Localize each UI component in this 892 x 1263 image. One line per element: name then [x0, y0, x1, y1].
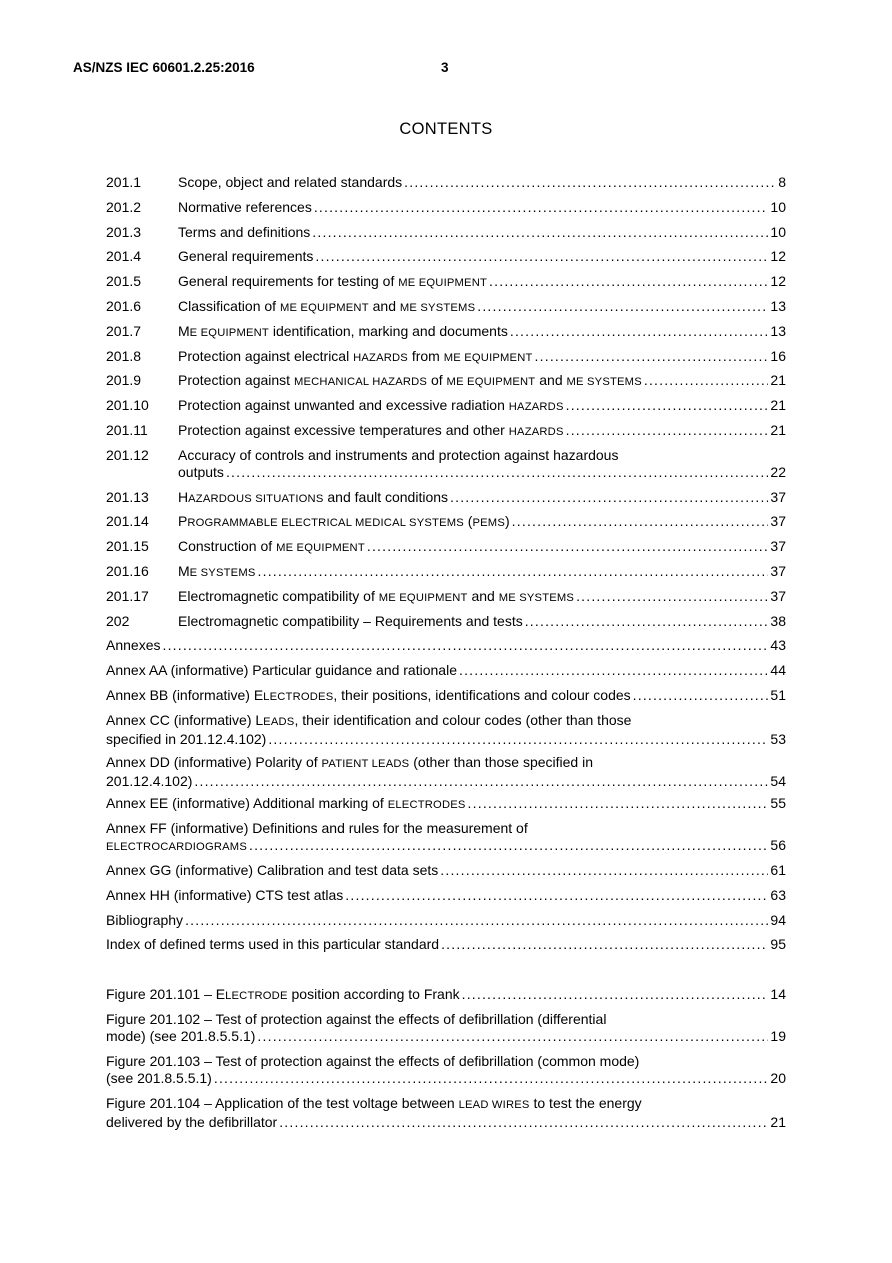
entry-title: Annex HH (informative) CTS test atlas: [106, 886, 344, 903]
toc-section-entry[interactable]: [106, 174, 786, 191]
toc-section-entry[interactable]: [106, 372, 786, 391]
section-number: 201.16: [106, 563, 149, 579]
dot-leader: [633, 687, 769, 704]
toc-section-entry[interactable]: [106, 489, 786, 508]
section-number: 201.10: [106, 397, 149, 414]
entry-title: Accuracy of controls and instruments and protection against hazardous: [178, 446, 619, 463]
dot-leader: [566, 422, 769, 439]
toc-annex-entry[interactable]: [106, 862, 786, 879]
entry-page-number: 21: [770, 422, 786, 438]
entry-title: Figure 201.103 – Test of protection against the effects of defibrillation (common mode): [106, 1052, 640, 1069]
entry-page-number: 56: [770, 837, 786, 854]
section-number: 201.6: [106, 298, 142, 314]
entry-page-number: 20: [770, 1069, 786, 1086]
toc-annex-entry[interactable]: [106, 662, 786, 679]
dot-leader: [312, 224, 768, 241]
dot-leader: [268, 731, 768, 748]
section-number: 201.13: [106, 488, 149, 505]
dot-leader: [459, 662, 768, 679]
entry-title: HAZARDOUS SITUATIONS and fault conditions: [178, 488, 449, 505]
entry-page-number: 37: [770, 538, 786, 555]
entry-title: ME EQUIPMENT identification, marking and documents: [178, 322, 508, 339]
document-standard-id: AS/NZS IEC 60601.2.25:2016: [73, 60, 255, 75]
section-number: 201.7: [106, 322, 142, 339]
toc-section-entry[interactable]: [106, 348, 786, 367]
entry-title: Construction of ME EQUIPMENT: [178, 538, 365, 555]
section-number: 201.2: [106, 198, 142, 215]
entry-page-number: 13: [770, 322, 786, 339]
dot-leader: [477, 298, 768, 315]
toc-figure-entry[interactable]: [106, 1053, 786, 1087]
dot-leader: [462, 986, 769, 1003]
dot-leader: [279, 1114, 768, 1131]
entry-page-number: 13: [770, 298, 786, 314]
entry-page-number: 8: [778, 174, 786, 190]
page-number: 3: [441, 60, 449, 75]
toc-section-entry[interactable]: [106, 422, 786, 441]
entry-title: Protection against excessive temperatures and other HAZARDS: [178, 422, 564, 438]
section-number: 201.12: [106, 446, 149, 463]
entry-page-number: 55: [770, 795, 786, 812]
entry-page-number: 63: [770, 886, 786, 903]
toc-section-entry[interactable]: [106, 199, 786, 216]
dot-leader: [576, 588, 768, 605]
entry-title: Annex GG (informative) Calibration and test data sets: [106, 862, 439, 878]
toc-annex-entry[interactable]: [106, 712, 786, 748]
entry-page-number: 53: [770, 730, 786, 747]
entry-title: Index of defined terms used in this particular standard: [106, 936, 440, 953]
dot-leader: [162, 637, 768, 654]
entry-title: Annex BB (informative) ELECTRODES, their positions, identifications and colour codes: [106, 687, 631, 703]
entry-title: Protection against unwanted and excessive radiation HAZARDS: [178, 397, 564, 414]
entry-title: Electromagnetic compatibility – Requirements and tests: [178, 612, 523, 629]
toc-annex-entry[interactable]: [106, 912, 786, 929]
entry-title: Figure 201.101 – ELECTRODE position according to Frank: [106, 986, 460, 1003]
dot-leader: [644, 372, 769, 389]
dot-leader: [315, 248, 768, 265]
toc-section-entry[interactable]: [106, 447, 786, 481]
dot-leader: [214, 1070, 769, 1087]
dot-leader: [468, 795, 769, 812]
entry-page-number: 21: [770, 1113, 786, 1130]
entry-page-number: 22: [770, 463, 786, 480]
entry-page-number: 54: [770, 772, 786, 789]
entry-title: Annexes: [106, 637, 161, 654]
toc-annex-entry[interactable]: [106, 754, 786, 790]
entry-title: ELECTROCARDIOGRAMS: [106, 841, 247, 854]
entry-title: Annex AA (informative) Particular guidance and rationale: [106, 662, 457, 679]
toc-annex-entry[interactable]: [106, 795, 786, 814]
dot-leader: [257, 1028, 768, 1045]
toc-section-entry[interactable]: [106, 397, 786, 416]
entry-title: Annex FF (informative) Definitions and rules for the measurement of: [106, 820, 528, 837]
entry-title: Annex CC (informative) LEADS, their identification and colour codes (other than those: [106, 711, 632, 728]
entry-page-number: 51: [770, 687, 786, 703]
toc-figure-entry[interactable]: [106, 1095, 786, 1131]
entry-page-number: 19: [770, 1028, 786, 1044]
contents-title: CONTENTS: [399, 120, 493, 138]
entry-title: PROGRAMMABLE ELECTRICAL MEDICAL SYSTEMS (PEMS): [178, 513, 510, 530]
dot-leader: [450, 489, 768, 506]
entry-page-number: 37: [770, 563, 786, 579]
entry-title: Protection against electrical HAZARDS from ME EQUIPMENT: [178, 347, 533, 364]
entry-title: Bibliography: [106, 911, 184, 928]
entry-title: delivered by the defibrillator: [106, 1113, 278, 1130]
section-number: 201.8: [106, 347, 142, 364]
toc-section-entry[interactable]: [106, 323, 786, 342]
entry-page-number: 10: [770, 198, 786, 215]
dot-leader: [489, 273, 768, 290]
dot-leader: [510, 323, 769, 340]
entry-page-number: 14: [770, 986, 786, 1003]
dot-leader: [258, 563, 769, 580]
dot-leader: [512, 513, 769, 530]
toc-section-entry[interactable]: [106, 563, 786, 582]
entry-title: Annex EE (informative) Additional marking of ELECTRODES: [106, 795, 466, 812]
dot-leader: [249, 837, 768, 854]
entry-title: Classification of ME EQUIPMENT and ME SYSTEMS: [178, 298, 476, 314]
dot-leader: [566, 397, 769, 414]
toc-section-entry[interactable]: [106, 513, 786, 532]
section-number: 201.14: [106, 513, 149, 530]
entry-title: 201.12.4.102): [106, 772, 193, 789]
toc-annex-entry[interactable]: [106, 936, 786, 953]
entry-title: specified in 201.12.4.102): [106, 730, 267, 747]
section-number: 201.4: [106, 248, 142, 265]
toc-figure-entry[interactable]: [106, 1011, 786, 1045]
entry-title: ME SYSTEMS: [178, 563, 256, 579]
entry-page-number: 12: [770, 248, 786, 265]
toc-section-entry[interactable]: [106, 613, 786, 630]
section-number: 201.9: [106, 372, 142, 389]
entry-page-number: 38: [770, 612, 786, 629]
entry-page-number: 37: [770, 488, 786, 505]
entry-page-number: 95: [770, 936, 786, 953]
toc-annex-entry[interactable]: [106, 820, 786, 856]
dot-leader: [404, 174, 776, 191]
entry-title: Protection against MECHANICAL HAZARDS of ME EQUIPMENT and ME SYSTEMS: [178, 372, 642, 389]
entry-title: mode) (see 201.8.5.5.1): [106, 1028, 256, 1044]
section-number: 201.1: [106, 174, 142, 190]
dot-leader: [194, 773, 768, 790]
toc-annex-entry[interactable]: [106, 687, 786, 706]
entry-title: General requirements: [178, 248, 314, 265]
section-number: 201.17: [106, 587, 149, 604]
entry-title: (see 201.8.5.5.1): [106, 1069, 212, 1086]
section-number: 202: [106, 612, 130, 629]
entry-title: Scope, object and related standards: [178, 174, 403, 190]
dot-leader: [185, 912, 768, 929]
entry-page-number: 43: [770, 637, 786, 654]
dot-leader: [440, 862, 768, 879]
section-number: 201.11: [106, 422, 148, 438]
toc-figure-entry[interactable]: [106, 986, 786, 1005]
entry-page-number: 37: [770, 587, 786, 604]
dot-leader: [314, 199, 769, 216]
dot-leader: [441, 936, 768, 953]
section-number: 201.5: [106, 273, 142, 290]
dot-leader: [525, 613, 769, 630]
entry-page-number: 21: [770, 397, 786, 414]
toc-annex-entry[interactable]: [106, 637, 786, 654]
dot-leader: [345, 887, 768, 904]
toc-section-entry[interactable]: [106, 538, 786, 557]
entry-page-number: 61: [770, 862, 786, 878]
toc-section-entry[interactable]: [106, 273, 786, 292]
toc-section-entry[interactable]: [106, 588, 786, 607]
entry-page-number: 44: [770, 662, 786, 679]
dot-leader: [535, 348, 769, 365]
entry-title: Electromagnetic compatibility of ME EQUIPMENT and ME SYSTEMS: [178, 587, 575, 604]
toc-section-entry[interactable]: [106, 224, 786, 241]
entry-title: Terms and definitions: [178, 223, 311, 240]
toc-section-entry[interactable]: [106, 298, 786, 317]
dot-leader: [226, 464, 768, 481]
entry-page-number: 12: [770, 273, 786, 290]
toc-section-entry[interactable]: [106, 248, 786, 265]
entry-page-number: 94: [770, 911, 786, 928]
entry-page-number: 16: [770, 347, 786, 364]
toc-annex-entry[interactable]: [106, 887, 786, 904]
section-number: 201.3: [106, 223, 142, 240]
entry-page-number: 21: [770, 372, 786, 389]
entry-title: Figure 201.102 – Test of protection against the effects of defibrillation (differential: [106, 1011, 607, 1027]
entry-page-number: 37: [770, 513, 786, 530]
entry-title: General requirements for testing of ME EQUIPMENT: [178, 273, 488, 290]
entry-title: outputs: [178, 463, 224, 480]
dot-leader: [367, 538, 769, 555]
entry-title: Figure 201.104 – Application of the test voltage between LEAD WIRES to test the energy: [106, 1094, 642, 1111]
entry-title: Annex DD (informative) Polarity of PATIENT LEADS (other than those specified in: [106, 753, 593, 770]
entry-title: Normative references: [178, 198, 312, 215]
section-number: 201.15: [106, 538, 149, 555]
entry-page-number: 10: [770, 223, 786, 240]
